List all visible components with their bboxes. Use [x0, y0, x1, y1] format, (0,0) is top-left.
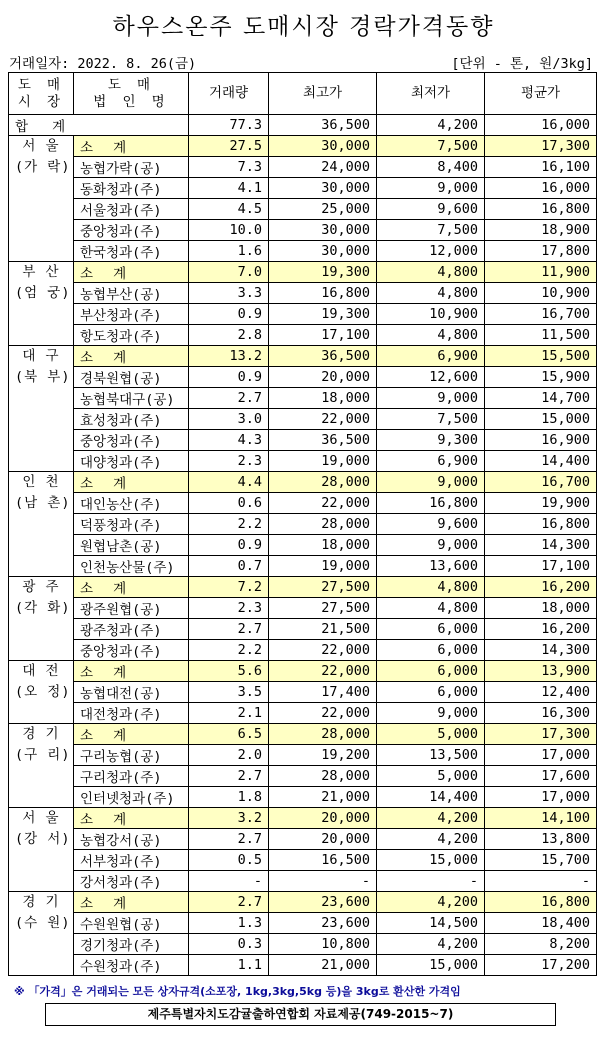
volume-cell: 0.3	[189, 934, 269, 955]
table-row	[9, 157, 597, 178]
table-row	[9, 493, 597, 514]
volume-cell: 2.7	[189, 766, 269, 787]
total-row	[9, 115, 597, 136]
volume-cell: 13.2	[189, 346, 269, 367]
high-price-cell: 23,600	[269, 913, 377, 934]
high-price-cell: 22,000	[269, 493, 377, 514]
volume-cell: 1.3	[189, 913, 269, 934]
avg-price-cell: 17,300	[485, 724, 597, 745]
avg-price-cell: 17,200	[485, 955, 597, 976]
volume-cell: 7.3	[189, 157, 269, 178]
volume-cell: 3.3	[189, 283, 269, 304]
corporation-name: 대전청과(주)	[74, 703, 189, 724]
volume-cell: 1.6	[189, 241, 269, 262]
table-row	[9, 325, 597, 346]
corporation-name: 소 계	[74, 661, 189, 682]
low-price-cell: 6,000	[377, 661, 485, 682]
avg-price-cell: 14,700	[485, 388, 597, 409]
volume-cell: 0.5	[189, 850, 269, 871]
subtotal-row	[9, 346, 597, 367]
avg-price-cell: 16,200	[485, 577, 597, 598]
total-high: 36,500	[269, 115, 377, 136]
high-price-cell: 24,000	[269, 157, 377, 178]
avg-price-cell: 16,000	[485, 178, 597, 199]
corporation-name: 소 계	[74, 724, 189, 745]
avg-price-cell: 14,100	[485, 808, 597, 829]
volume-cell: 2.3	[189, 598, 269, 619]
avg-price-cell: 15,700	[485, 850, 597, 871]
table-row	[9, 703, 597, 724]
corporation-name: 중앙청과(주)	[74, 640, 189, 661]
market-city: 광 주	[22, 579, 60, 595]
volume-cell: 2.2	[189, 640, 269, 661]
market-city: 인 천	[22, 474, 60, 490]
volume-cell: 0.9	[189, 304, 269, 325]
high-price-cell: 25,000	[269, 199, 377, 220]
corporation-name: 소 계	[74, 136, 189, 157]
market-district: (구 리)	[15, 747, 71, 763]
high-price-cell: 23,600	[269, 892, 377, 913]
high-price-cell: 22,000	[269, 661, 377, 682]
avg-price-cell: 16,700	[485, 472, 597, 493]
low-price-cell: 9,000	[377, 178, 485, 199]
page-title: 하우스온주 도매시장 경락가격동향	[112, 14, 495, 40]
high-price-cell: 36,500	[269, 430, 377, 451]
corporation-name: 소 계	[74, 577, 189, 598]
high-price-cell: 19,000	[269, 556, 377, 577]
high-price-cell: 16,800	[269, 283, 377, 304]
volume-cell: -	[189, 871, 269, 892]
avg-price-cell: 11,500	[485, 325, 597, 346]
table-row	[9, 514, 597, 535]
low-price-cell: 9,600	[377, 199, 485, 220]
corporation-name: 구리농협(공)	[74, 745, 189, 766]
subtotal-row	[9, 724, 597, 745]
high-price-cell: -	[269, 871, 377, 892]
market-name	[9, 346, 74, 472]
avg-price-cell: 16,300	[485, 703, 597, 724]
low-price-cell: 15,000	[377, 955, 485, 976]
table-row	[9, 598, 597, 619]
high-price-cell: 19,300	[269, 262, 377, 283]
subtotal-row	[9, 577, 597, 598]
avg-price-cell: 13,800	[485, 829, 597, 850]
unit-label: [단위 - 톤, 원/3kg]	[451, 56, 593, 72]
low-price-cell: 4,200	[377, 892, 485, 913]
header-volume: 거래량	[189, 73, 269, 115]
market-city: 대 구	[22, 348, 60, 364]
volume-cell: 5.6	[189, 661, 269, 682]
market-city: 서 울	[22, 138, 60, 154]
high-price-cell: 22,000	[269, 640, 377, 661]
volume-cell: 0.7	[189, 556, 269, 577]
volume-cell: 3.2	[189, 808, 269, 829]
avg-price-cell: 17,000	[485, 787, 597, 808]
high-price-cell: 20,000	[269, 829, 377, 850]
avg-price-cell: 17,300	[485, 136, 597, 157]
volume-cell: 2.0	[189, 745, 269, 766]
high-price-cell: 22,000	[269, 409, 377, 430]
high-price-cell: 27,500	[269, 598, 377, 619]
market-district: (남 촌)	[15, 495, 71, 511]
volume-cell: 2.7	[189, 829, 269, 850]
corporation-name: 강서청과(주)	[74, 871, 189, 892]
corporation-name: 농협대전(공)	[74, 682, 189, 703]
avg-price-cell: 16,100	[485, 157, 597, 178]
volume-cell: 3.0	[189, 409, 269, 430]
high-price-cell: 28,000	[269, 766, 377, 787]
market-name	[9, 892, 74, 976]
avg-price-cell: 14,300	[485, 640, 597, 661]
avg-price-cell: 18,900	[485, 220, 597, 241]
table-row	[9, 787, 597, 808]
market-name	[9, 472, 74, 577]
table-row	[9, 934, 597, 955]
low-price-cell: 7,500	[377, 136, 485, 157]
high-price-cell: 19,200	[269, 745, 377, 766]
market-district: (북 부)	[15, 369, 71, 385]
table-row	[9, 241, 597, 262]
volume-cell: 7.0	[189, 262, 269, 283]
low-price-cell: 6,000	[377, 640, 485, 661]
trade-date: 거래일자: 2022. 8. 26(금)	[9, 56, 197, 72]
market-name	[9, 577, 74, 661]
market-city: 경 기	[22, 726, 60, 742]
avg-price-cell: 17,800	[485, 241, 597, 262]
low-price-cell: 14,400	[377, 787, 485, 808]
high-price-cell: 30,000	[269, 136, 377, 157]
high-price-cell: 17,100	[269, 325, 377, 346]
table-row	[9, 178, 597, 199]
market-name	[9, 724, 74, 808]
market-district: (강 서)	[15, 831, 71, 847]
header-high: 최고가	[269, 73, 377, 115]
table-row	[9, 367, 597, 388]
avg-price-cell: 19,900	[485, 493, 597, 514]
low-price-cell: 4,800	[377, 262, 485, 283]
low-price-cell: -	[377, 871, 485, 892]
avg-price-cell: 16,200	[485, 619, 597, 640]
low-price-cell: 5,000	[377, 724, 485, 745]
corporation-name: 중앙청과(주)	[74, 220, 189, 241]
table-row	[9, 199, 597, 220]
avg-price-cell: 13,900	[485, 661, 597, 682]
avg-price-cell: 17,100	[485, 556, 597, 577]
subtotal-row	[9, 892, 597, 913]
avg-price-cell: 16,700	[485, 304, 597, 325]
high-price-cell: 10,800	[269, 934, 377, 955]
subtotal-row	[9, 136, 597, 157]
corporation-name: 구리청과(주)	[74, 766, 189, 787]
corporation-name: 인터넷청과(주)	[74, 787, 189, 808]
high-price-cell: 18,000	[269, 388, 377, 409]
volume-cell: 3.5	[189, 682, 269, 703]
avg-price-cell: 18,000	[485, 598, 597, 619]
market-district: (가 락)	[15, 159, 71, 175]
source-box: 제주특별자치도감귤출하연합회 자료제공(749-2015~7)	[45, 1003, 556, 1026]
subtotal-row	[9, 661, 597, 682]
total-low: 4,200	[377, 115, 485, 136]
volume-cell: 0.6	[189, 493, 269, 514]
high-price-cell: 20,000	[269, 367, 377, 388]
low-price-cell: 5,000	[377, 766, 485, 787]
table-row	[9, 829, 597, 850]
corporation-name: 농협가락(공)	[74, 157, 189, 178]
market-city: 서 울	[22, 810, 60, 826]
low-price-cell: 4,800	[377, 283, 485, 304]
market-name	[9, 136, 74, 262]
low-price-cell: 9,000	[377, 472, 485, 493]
avg-price-cell: 16,900	[485, 430, 597, 451]
corporation-name: 원협남촌(공)	[74, 535, 189, 556]
high-price-cell: 30,000	[269, 241, 377, 262]
high-price-cell: 21,500	[269, 619, 377, 640]
low-price-cell: 9,000	[377, 535, 485, 556]
corporation-name: 한국청과(주)	[74, 241, 189, 262]
corporation-name: 농협강서(공)	[74, 829, 189, 850]
avg-price-cell: 15,900	[485, 367, 597, 388]
high-price-cell: 21,000	[269, 787, 377, 808]
high-price-cell: 28,000	[269, 514, 377, 535]
volume-cell: 2.7	[189, 892, 269, 913]
volume-cell: 2.2	[189, 514, 269, 535]
footnote: ※ 「가격」은 거래되는 모든 상자규격(소포장, 1kg,3kg,5kg 등)을 3kg로 환산한 가격임	[14, 985, 461, 998]
volume-cell: 7.2	[189, 577, 269, 598]
market-city: 부 산	[22, 264, 60, 280]
volume-cell: 4.4	[189, 472, 269, 493]
market-district: (각 화)	[15, 600, 71, 616]
low-price-cell: 13,500	[377, 745, 485, 766]
high-price-cell: 30,000	[269, 178, 377, 199]
corporation-name: 효성청과(주)	[74, 409, 189, 430]
low-price-cell: 12,600	[377, 367, 485, 388]
total-avg: 16,000	[485, 115, 597, 136]
low-price-cell: 4,800	[377, 577, 485, 598]
corporation-name: 대양청과(주)	[74, 451, 189, 472]
subtotal-row	[9, 262, 597, 283]
volume-cell: 27.5	[189, 136, 269, 157]
avg-price-cell: 17,600	[485, 766, 597, 787]
low-price-cell: 12,000	[377, 241, 485, 262]
table-row	[9, 409, 597, 430]
header-market: 도 매 시 장	[9, 73, 74, 115]
low-price-cell: 9,000	[377, 388, 485, 409]
table-row	[9, 640, 597, 661]
low-price-cell: 7,500	[377, 409, 485, 430]
low-price-cell: 9,000	[377, 703, 485, 724]
header-low: 최저가	[377, 73, 485, 115]
avg-price-cell: 16,800	[485, 199, 597, 220]
corporation-name: 광주원협(공)	[74, 598, 189, 619]
corporation-name: 소 계	[74, 262, 189, 283]
corporation-name: 경기청과(주)	[74, 934, 189, 955]
table-row	[9, 304, 597, 325]
high-price-cell: 28,000	[269, 724, 377, 745]
corporation-name: 수원청과(주)	[74, 955, 189, 976]
corporation-name: 광주청과(주)	[74, 619, 189, 640]
corporation-name: 인천농산물(주)	[74, 556, 189, 577]
table-row	[9, 745, 597, 766]
table-row	[9, 556, 597, 577]
avg-price-cell: 8,200	[485, 934, 597, 955]
market-name	[9, 808, 74, 892]
high-price-cell: 19,000	[269, 451, 377, 472]
corporation-name: 부산청과(주)	[74, 304, 189, 325]
table-row	[9, 619, 597, 640]
avg-price-cell: 16,800	[485, 514, 597, 535]
table-row	[9, 451, 597, 472]
high-price-cell: 18,000	[269, 535, 377, 556]
subtotal-row	[9, 808, 597, 829]
market-name	[9, 661, 74, 724]
volume-cell: 10.0	[189, 220, 269, 241]
table-row	[9, 430, 597, 451]
table-row	[9, 388, 597, 409]
table-row	[9, 913, 597, 934]
volume-cell: 2.3	[189, 451, 269, 472]
volume-cell: 4.3	[189, 430, 269, 451]
high-price-cell: 28,000	[269, 472, 377, 493]
market-name	[9, 262, 74, 346]
table-row	[9, 766, 597, 787]
low-price-cell: 4,200	[377, 934, 485, 955]
table-row	[9, 871, 597, 892]
low-price-cell: 6,900	[377, 451, 485, 472]
volume-cell: 4.5	[189, 199, 269, 220]
corporation-name: 덕풍청과(주)	[74, 514, 189, 535]
avg-price-cell: 16,800	[485, 892, 597, 913]
high-price-cell: 21,000	[269, 955, 377, 976]
corporation-name: 서울청과(주)	[74, 199, 189, 220]
corporation-name: 소 계	[74, 808, 189, 829]
avg-price-cell: 14,400	[485, 451, 597, 472]
market-city: 대 전	[22, 663, 60, 679]
high-price-cell: 22,000	[269, 703, 377, 724]
header-corporation: 도 매 법 인 명	[74, 73, 189, 115]
low-price-cell: 15,000	[377, 850, 485, 871]
market-district: (수 원)	[15, 915, 71, 931]
low-price-cell: 13,600	[377, 556, 485, 577]
low-price-cell: 14,500	[377, 913, 485, 934]
avg-price-cell: 15,500	[485, 346, 597, 367]
avg-price-cell: 10,900	[485, 283, 597, 304]
volume-cell: 1.1	[189, 955, 269, 976]
market-district: (엄 궁)	[15, 285, 71, 301]
volume-cell: 2.7	[189, 619, 269, 640]
low-price-cell: 9,300	[377, 430, 485, 451]
corporation-name: 중앙청과(주)	[74, 430, 189, 451]
low-price-cell: 4,200	[377, 808, 485, 829]
high-price-cell: 17,400	[269, 682, 377, 703]
price-table	[8, 72, 597, 976]
corporation-name: 소 계	[74, 346, 189, 367]
table-row	[9, 283, 597, 304]
corporation-name: 수원원협(공)	[74, 913, 189, 934]
avg-price-cell: 11,900	[485, 262, 597, 283]
high-price-cell: 36,500	[269, 346, 377, 367]
volume-cell: 4.1	[189, 178, 269, 199]
total-volume: 77.3	[189, 115, 269, 136]
corporation-name: 항도청과(주)	[74, 325, 189, 346]
low-price-cell: 16,800	[377, 493, 485, 514]
low-price-cell: 10,900	[377, 304, 485, 325]
low-price-cell: 4,800	[377, 325, 485, 346]
table-row	[9, 850, 597, 871]
corporation-name: 소 계	[74, 892, 189, 913]
high-price-cell: 19,300	[269, 304, 377, 325]
low-price-cell: 6,000	[377, 682, 485, 703]
corporation-name: 농협부산(공)	[74, 283, 189, 304]
table-row	[9, 535, 597, 556]
corporation-name: 동화청과(주)	[74, 178, 189, 199]
volume-cell: 6.5	[189, 724, 269, 745]
corporation-name: 경북원협(공)	[74, 367, 189, 388]
table-row	[9, 220, 597, 241]
volume-cell: 1.8	[189, 787, 269, 808]
volume-cell: 2.1	[189, 703, 269, 724]
volume-cell: 0.9	[189, 367, 269, 388]
low-price-cell: 7,500	[377, 220, 485, 241]
avg-price-cell: 14,300	[485, 535, 597, 556]
low-price-cell: 8,400	[377, 157, 485, 178]
avg-price-cell: 12,400	[485, 682, 597, 703]
avg-price-cell: -	[485, 871, 597, 892]
volume-cell: 0.9	[189, 535, 269, 556]
corporation-name: 농협북대구(공)	[74, 388, 189, 409]
low-price-cell: 9,600	[377, 514, 485, 535]
header-avg: 평균가	[485, 73, 597, 115]
high-price-cell: 20,000	[269, 808, 377, 829]
avg-price-cell: 18,400	[485, 913, 597, 934]
corporation-name: 소 계	[74, 472, 189, 493]
table-row	[9, 682, 597, 703]
header-row	[9, 73, 597, 115]
volume-cell: 2.7	[189, 388, 269, 409]
low-price-cell: 6,000	[377, 619, 485, 640]
high-price-cell: 30,000	[269, 220, 377, 241]
total-label: 합 계	[9, 115, 189, 136]
low-price-cell: 4,800	[377, 598, 485, 619]
corporation-name: 대인농산(주)	[74, 493, 189, 514]
volume-cell: 2.8	[189, 325, 269, 346]
subtotal-row	[9, 472, 597, 493]
table-row	[9, 955, 597, 976]
corporation-name: 서부청과(주)	[74, 850, 189, 871]
high-price-cell: 16,500	[269, 850, 377, 871]
market-city: 경 기	[22, 894, 60, 910]
avg-price-cell: 17,000	[485, 745, 597, 766]
market-district: (오 정)	[15, 684, 71, 700]
high-price-cell: 27,500	[269, 577, 377, 598]
avg-price-cell: 15,000	[485, 409, 597, 430]
low-price-cell: 4,200	[377, 829, 485, 850]
low-price-cell: 6,900	[377, 346, 485, 367]
